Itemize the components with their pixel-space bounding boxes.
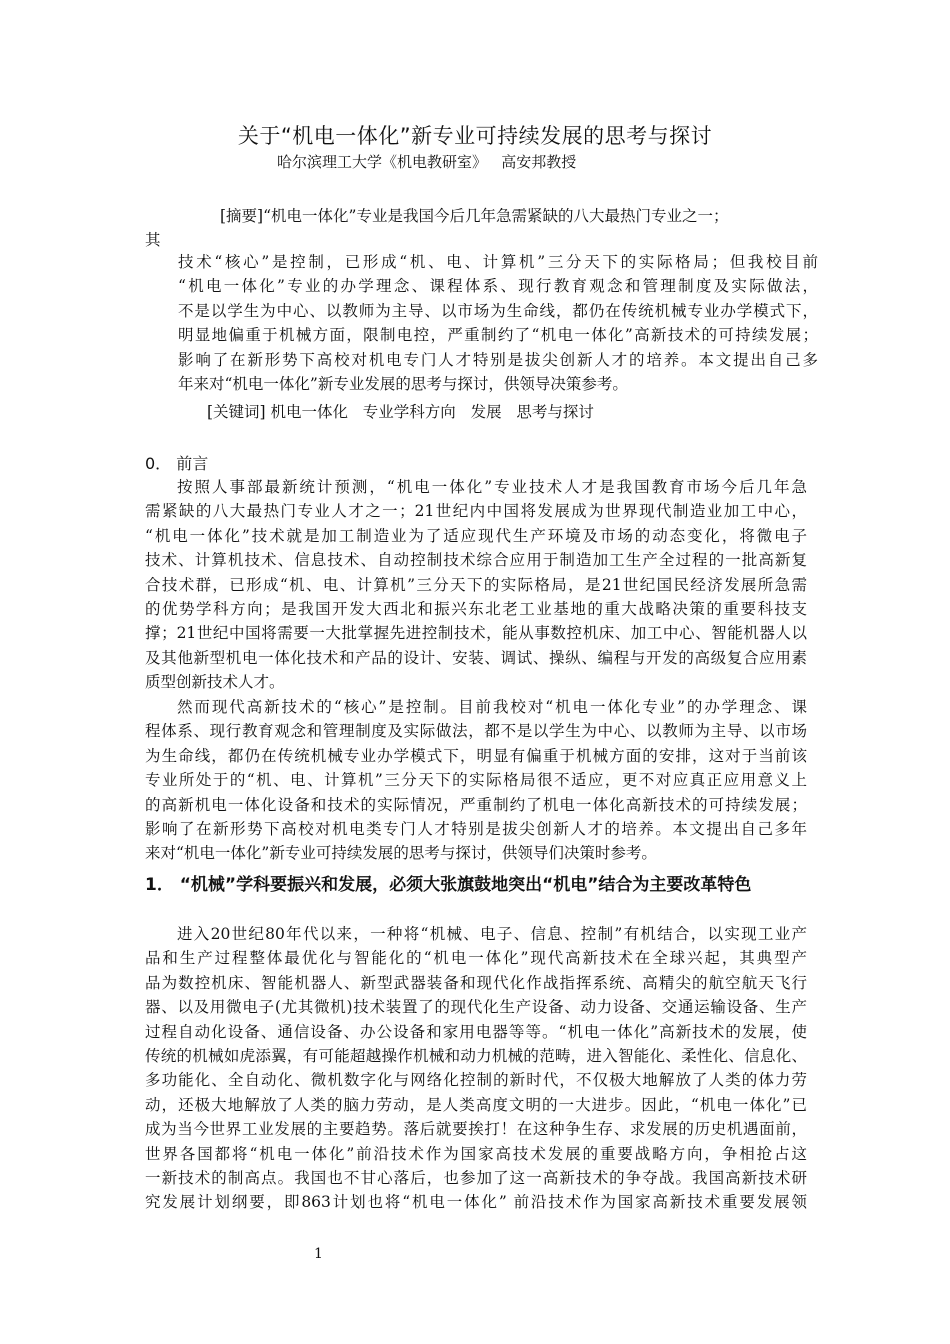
- paragraph-line: 成为当今世界工业发展的主要趋势。落后就要挨打！在这种争生存、求发展的历史机遇面前，: [145, 1120, 807, 1139]
- paragraph-line: 合技术群，已形成“机、电、计算机”三分天下的实际格局，是21世纪国民经济发展所急需: [145, 575, 807, 594]
- paragraph-line: 究发展计划纲要，即863计划也将“机电一体化” 前沿技术作为国家高新技术重要发展领: [145, 1193, 807, 1212]
- paragraph-line: “机电一体化”技术就是加工制造业为了适应现代生产环境及市场的动态变化，将微电子: [145, 526, 807, 545]
- paragraph-line: 程体系、现行教育观念和管理制度及实际做法，都不是以学生为中心、以教师为主导、以市场: [145, 722, 807, 741]
- paragraph-line: 的高新机电一体化设备和技术的实际情况，严重制约了机电一体化高新技术的可持续发展；: [145, 795, 807, 814]
- paragraph-line: 的优势学科方向；是我国开发大西北和振兴东北老工业基地的重大战略决策的重要科技支: [145, 600, 807, 619]
- abstract-line: 年来对“机电一体化”新专业发展的思考与探讨，供领导决策参考。: [178, 375, 628, 394]
- section-0-paragraph-1: [145, 475, 807, 695]
- keywords-line: [关键词] 机电一体化 专业学科方向 发展 思考与探讨: [207, 403, 594, 421]
- author-line: 哈尔滨理工大学《机电教研室》 高安邦教授: [277, 153, 577, 171]
- abstract-line: “机电一体化”专业的办学理念、课程体系、现行教育观念和管理制度及实际做法，: [178, 277, 818, 296]
- paragraph-line: 进入20世纪80年代以来，一种将“机械、电子、信息、控制”有机结合，以实现工业产: [177, 925, 807, 943]
- abstract-line: 影响了在新形势下高校对机电专门人才特别是拔尖创新人才的培养。本文提出自己多: [178, 350, 818, 369]
- paragraph-line: 过程自动化设备、通信设备、办公设备和家用电器等等。“机电一体化”高新技术的发展，使: [145, 1022, 807, 1041]
- section-1-paragraph-1: [145, 922, 807, 1215]
- paragraph-line: 按照人事部最新统计预测，“机电一体化”专业技术人才是我国教育市场今后几年急: [177, 478, 807, 496]
- abstract-line: 技术“核心”是控制，已形成“机、电、计算机”三分天下的实际格局；但我校目前: [178, 253, 818, 271]
- paragraph-line: 品和生产过程整体最优化与智能化的“机电一体化”现代高新技术在全球兴起，其典型产: [145, 949, 807, 968]
- paragraph-line: 需紧缺的八大最热门专业人才之一；21世纪内中国将发展成为世界现代制造业加工中心，: [145, 502, 807, 521]
- paragraph-line: 然而现代高新技术的“核心”是控制。目前我校对“机电一体化专业”的办学理念、课: [177, 698, 807, 716]
- page-number: 1: [314, 1246, 323, 1262]
- paragraph-line: 一新技术的制高点。我国也不甘心落后，也参加了这一高新技术的争夺战。我国高新技术研: [145, 1169, 807, 1188]
- paragraph-line: 及其他新型机电一体化技术和产品的设计、安装、调试、操纵、编程与开发的高级复合应用素: [145, 648, 807, 667]
- abstract-line: 明显地偏重于机械方面，限制电控，严重制约了“机电一体化”高新技术的可持续发展；: [178, 326, 818, 345]
- section-1-heading: 1． “机械”学科要振兴和发展，必须大张旗鼓地突出“机电”结合为主要改革特色: [145, 875, 752, 895]
- document-title: 关于“机电一体化”新专业可持续发展的思考与探讨: [237, 124, 713, 148]
- abstract-line: 不是以学生为中心、以教师为主导、以市场为生命线，都仍在传统机械专业办学模式下，: [178, 301, 818, 320]
- abstract-orphan-char: 其: [145, 231, 161, 249]
- paragraph-line: 撑；21世纪中国将需要一大批掌握先进控制技术，能从事数控机床、加工中心、智能机器人以: [145, 624, 807, 643]
- paragraph-line: 来对“机电一体化”新专业可持续发展的思考与探讨，供领导们决策时参考。: [145, 844, 657, 863]
- paragraph-line: 专业所处于的“机、电、计算机”三分天下的实际格局很不适应，更不对应真正应用意义上: [145, 771, 807, 790]
- paragraph-line: 质型创新技术人才。: [145, 673, 285, 692]
- paragraph-line: 器、以及用微电子(尤其微机)技术装置了的现代化生产设备、动力设备、交通运输设备、生产: [145, 998, 807, 1017]
- abstract-body: [178, 250, 818, 396]
- section-0-paragraph-2: [145, 695, 807, 866]
- section-0-heading: 0． 前言: [145, 454, 209, 473]
- paragraph-line: 动，还极大地解放了人类的脑力劳动，是人类高度文明的一大进步。因此，“机电一体化”已: [145, 1095, 807, 1114]
- paragraph-line: 为生命线，都仍在传统机械专业办学模式下，明显有偏重于机械方面的安排，这对于当前该: [145, 746, 807, 765]
- paragraph-line: 多功能化、全自动化、微机数字化与网络化控制的新时代，不仅极大地解放了人类的体力劳: [145, 1071, 807, 1090]
- paragraph-line: 技术、计算机技术、信息技术、自动控制技术综合应用于制造加工生产全过程的一批高新复: [145, 551, 807, 570]
- paragraph-line: 世界各国都将“机电一体化”前沿技术作为国家高技术发展的重要战略方向，争相抢占这: [145, 1144, 807, 1163]
- paragraph-line: 传统的机械如虎添翼，有可能超越操作机械和动力机械的范畴，进入智能化、柔性化、信息化、: [145, 1047, 807, 1066]
- abstract-first-line: [摘要]“机电一体化”专业是我国今后几年急需紧缺的八大最热门专业之一；: [220, 207, 729, 225]
- paragraph-line: 影响了在新形势下高校对机电类专门人才特别是拔尖创新人才的培养。本文提出自己多年: [145, 820, 807, 839]
- paragraph-line: 品为数控机床、智能机器人、新型武器装备和现代化作战指挥系统、高精尖的航空航天飞行: [145, 973, 807, 992]
